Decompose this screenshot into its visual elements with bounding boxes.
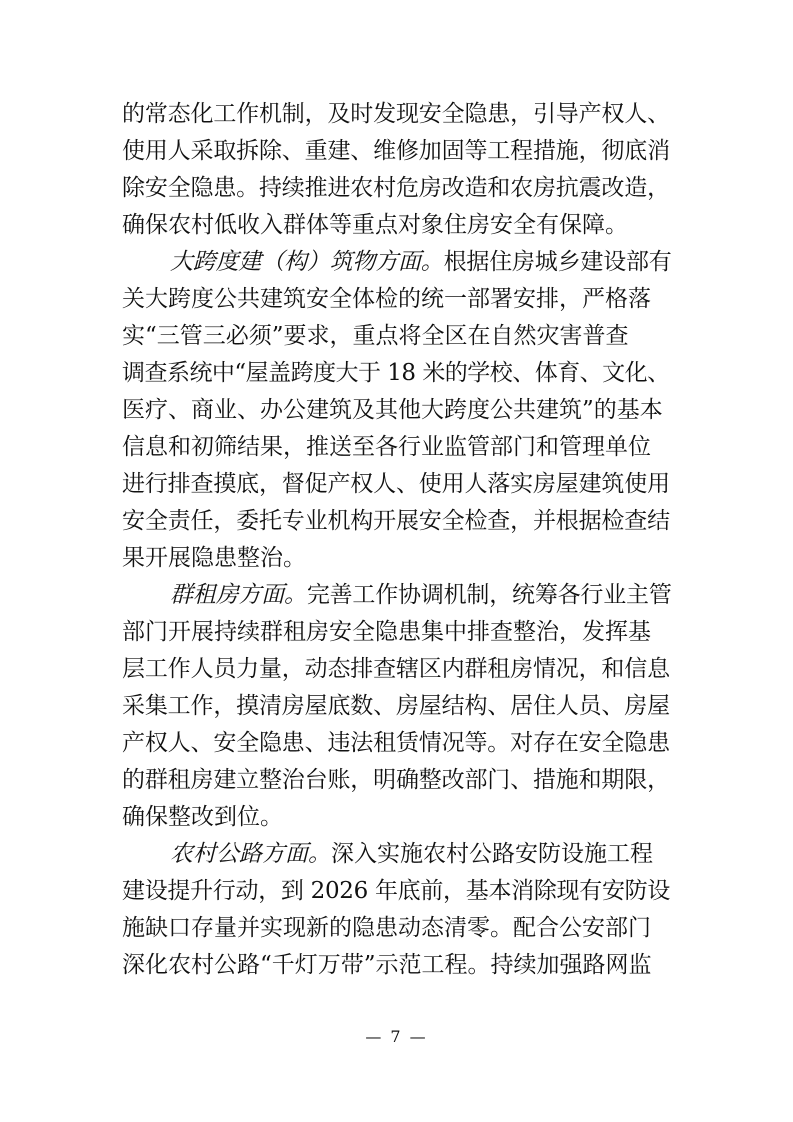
body-line: 关大跨度公共建筑安全体检的统一部署安排，严格落 (122, 286, 651, 312)
section-text: 完善工作协调机制，统筹各行业主管 (306, 582, 672, 608)
body-line: 产权人、安全隐患、违法租赁情况等。对存在安全隐患 (122, 730, 670, 756)
section-first-line (170, 577, 670, 614)
body-line: 果开展隐患整治。 (122, 545, 306, 571)
body-line: 使用人采取拆除、重建、维修加固等工程措施，彻底消 (122, 138, 670, 164)
body-line: 层工作人员力量，动态排查辖区内群租房情况，和信息 (122, 656, 670, 682)
body-line: 信息和初筛结果，推送至各行业监管部门和管理单位 (122, 434, 651, 460)
section-text: 根据住房城乡建设部有 (443, 249, 672, 275)
section-heading: 农村公路方面。 (170, 841, 331, 867)
body-line: 进行排查摸底，督促产权人、使用人落实房屋建筑使用 (122, 471, 670, 497)
body-line: 安全责任，委托专业机构开展安全检查，并根据检查结 (122, 508, 670, 534)
section-heading: 群租房方面。 (170, 582, 307, 608)
body-line: 深化农村公路“千灯万带”示范工程。持续加强路网监 (122, 952, 652, 978)
body-line: 采集工作，摸清房屋底数、房屋结构、居住人员、房屋 (122, 693, 670, 719)
body-line: 的群租房建立整治台账，明确整改部门、措施和期限， (122, 767, 670, 793)
body-line: 确保农村低收入群体等重点对象住房安全有保障。 (122, 212, 628, 238)
body-line: 建设提升行动，到 2026 年底前，基本消除现有安防设 (122, 878, 671, 904)
body-line: 的常态化工作机制，及时发现安全隐患，引导产权人、 (122, 101, 670, 127)
section-heading: 大跨度建（构）筑物方面。 (170, 249, 444, 275)
body-line: 调查系统中“屋盖跨度大于 18 米的学校、体育、文化、 (122, 360, 670, 386)
body-line: 部门开展持续群租房安全隐患集中排查整治，发挥基 (122, 619, 651, 645)
body-line: 医疗、商业、办公建筑及其他大跨度公共建筑”的基本 (122, 397, 663, 423)
section-text: 深入实施农村公路安防设施工程 (331, 841, 653, 867)
body-line: 确保整改到位。 (122, 804, 283, 830)
section-first-line (170, 244, 670, 281)
body-line: 实“三管三必须”要求，重点将全区在自然灾害普查 (122, 323, 629, 349)
section-first-line (170, 836, 670, 873)
page-number: — 7 — (365, 1027, 428, 1046)
body-line: 除安全隐患。持续推进农村危房改造和农房抗震改造， (122, 175, 670, 201)
body-line: 施缺口存量并实现新的隐患动态清零。配合公安部门 (122, 915, 651, 941)
